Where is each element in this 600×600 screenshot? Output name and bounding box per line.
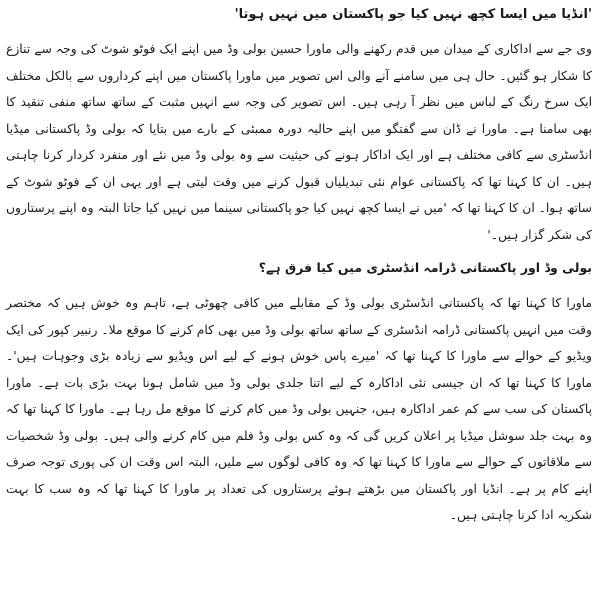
article-paragraph-1: وی جے سے اداکاری کے میدان میں قدم رکھنے والی ماورا حسین بولی وڈ میں اپنے ایک فوٹو شوٹ کی وجہ سے تنازع کا شکار ہو گئیں۔ حال ہی میں سامنے آنے والی اس تصویر میں ماورا پاکستان میں اپنے کرداروں سے بالکل مختلف ایک سرخ رنگ کے لباس میں نظر آ رہی ہیں۔ اس تصویر کی وجہ سے انہیں مثبت کے ساتھ ساتھ منفی تنقید کا بھی سامنا ہے۔ ماورا نے ڈان سے گفتگو میں اپنے حالیہ دورہ ممبئی کے بارے میں بتایا کہ بولی وڈ پاکستانی میڈیا انڈسٹری سے کافی مختلف ہے اور ایک اداکار ہونے کی حیثیت سے وہ بولی وڈ میں نئے اور منفرد کردار کرنا چاہتی ہیں۔ ان کا کہنا تھا کہ پاکستانی عوام نئی تبدیلیاں قبول کرنے میں وقت لیتی ہے اور یہی ان کے فوٹو شوٹ کے ساتھ ہوا۔ ان کا کہنا تھا کہ 'میں نے ایسا کچھ نہیں کیا جو پاکستانی سینما میں نہیں کیا جاتا البتہ وہ اپنے پرستاروں کی شکر گزار ہیں۔' <box>6 42 592 242</box>
article-headline: 'انڈیا میں ایسا کچھ نہیں کیا جو پاکستان میں نہیں ہوتا' <box>234 7 592 22</box>
article-paragraph-2: ماورا کا کہنا تھا کہ پاکستانی انڈسٹری بولی وڈ کے مقابلے میں کافی چھوٹی ہے، تاہم وہ خوش ہیں کہ مختصر وقت میں انہیں پاکستانی ڈرامہ انڈسٹری کے ساتھ ساتھ بولی وڈ میں بھی کام کرنے کا موقع ملا۔ رنبیر کپور کی ایک ویڈیو کے حوالے سے ماورا کا کہنا تھا کہ 'میرے پاس خوش ہونے کے لیے اس ویڈیو سے زیادہ بڑی وجوہات ہیں'۔ ماورا کا کہنا تھا کہ ان جیسی نئی اداکارہ کے لیے اتنا جلدی بولی وڈ میں شامل ہونا بہت بڑی بات ہے۔ ماورا پاکستان کی سب سے کم عمر اداکارہ ہیں، جنہیں بولی وڈ میں کام کرنے کا موقع مل رہا ہے۔ ماورا کا کہنا تھا کہ وہ بہت جلد سوشل میڈیا پر اعلان کریں گی کہ وہ کس بولی وڈ فلم میں کام کرنے والی ہیں۔ بولی وڈ شخصیات سے ملاقاتوں کے حوالے سے ماورا کا کہنا تھا کہ وہ کافی لوگوں سے ملیں، البتہ اس وقت ان کی پوری توجہ صرف اپنے کام پر ہے۔ انڈیا اور پاکستان میں بڑھتے ہوئے پرستاروں کی تعداد پر ماورا کا کہنا تھا کہ وہ سب کا بہت شکریہ ادا کرنا چاہتی ہیں۔ <box>6 296 592 522</box>
article-subheading: بولی وڈ اور پاکستانی ڈرامہ انڈسٹری میں کیا فرق ہے؟ <box>258 260 592 275</box>
